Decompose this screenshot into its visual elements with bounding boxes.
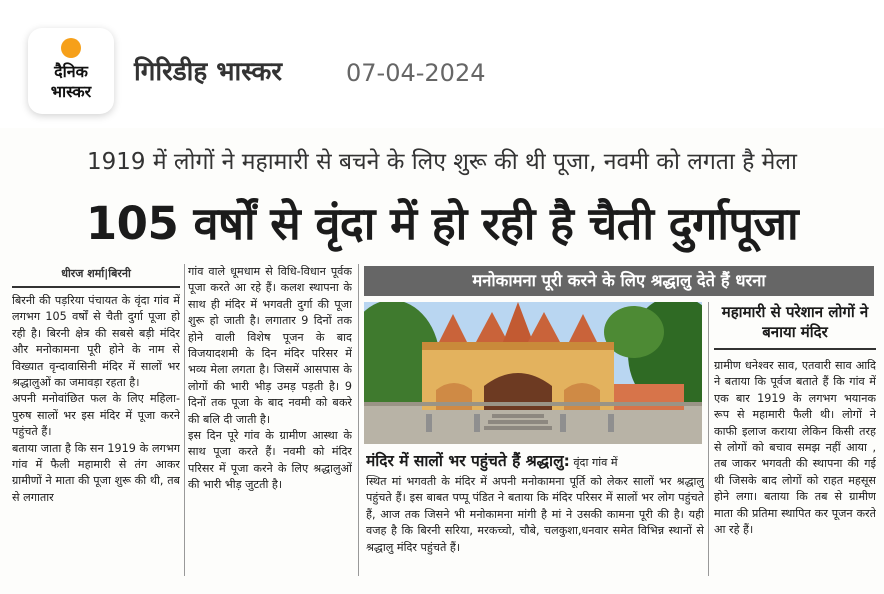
paragraph: इस दिन पूरे गांव के ग्रामीण आस्था के साथ पूजा करते हैं। नवमी को मंदिर परिसर में पूजा करने के लिए श्रद्धालुओं की भारी भीड़ जुटती है। xyxy=(188,429,352,492)
site-header xyxy=(0,0,884,128)
dainik-bhaskar-logo[interactable] xyxy=(28,28,114,114)
edition-name: गिरिडीह भास्कर xyxy=(134,57,282,87)
paragraph: अपनी मनोवांछित फल के लिए महिला- पुरुष सालों भर इस मंदिर में पूजा करने पहुंचते हैं। xyxy=(12,392,180,439)
article-kicker: 1919 में लोगों ने महामारी से बचने के लिए शुरू की थी पूजा, नवमी को लगता है मेला xyxy=(87,149,797,175)
article-column-1 xyxy=(12,293,180,583)
sub-headline-bold: मंदिर में सालों भर पहुंचते हैं श्रद्धालु: xyxy=(366,452,570,470)
article-column-2 xyxy=(188,264,352,574)
article-byline: धीरज शर्मा|बिरनी xyxy=(61,267,131,280)
article-headline: 105 वर्षों से वृंदा में हो रही है चैती दुर्गापूजा xyxy=(85,197,799,250)
sun-icon xyxy=(61,38,81,58)
article-column-3: स्थित मां भगवती के मंदिर में अपनी मनोकामना पूर्ति को लेकर सालों भर श्रद्धालु पहुंचते हैं। इस बाबत पप्पू पंडित ने बताया कि मंदिर परिसर में सालों भर लोग पहुंचते हैं, आज तक जिसने भी मनोकामना मांगी है मां ने उसकी कामना पूरी की है। यही वजह है कि बिरनी सरिया, मरकच्चो, चौबे, चलकुशा,धनवार समेत विभिन्न स्थानों से श्रद्धालु मंदिर पहुंचते हैं। xyxy=(366,475,704,554)
column-divider xyxy=(358,264,359,576)
sub-headline xyxy=(366,450,706,474)
column-divider xyxy=(708,302,709,576)
photo-banner: मनोकामना पूरी करने के लिए श्रद्धालु देते हैं धरना xyxy=(364,266,874,296)
paragraph: गांव वाले धूमधाम से विधि-विधान पूर्वक पूजा करते आ रहे हैं। कलश स्थापना के साथ ही मंदिर में भगवती दुर्गा की पूजा शुरू हो जाती है। लगातार 9 दिनों तक होने वाली विशेष पूजन के बाद विजयादशमी के दिन मंदिर परिसर में भव्य मेला लगता है। जिसमें आसपास के लोगों की भारी भीड़ उमड़ पड़ती है। 9 दिनों तक पूजा के बाद नवमी को बकरे की बलि दी जाती है। xyxy=(188,265,352,426)
sub-headline-tail: वृंदा गांव में xyxy=(569,456,618,469)
temple-photo xyxy=(364,302,702,444)
temple-illustration xyxy=(364,302,702,444)
side-story-headline: महामारी से परेशान लोगों ने बनाया मंदिर xyxy=(721,303,869,341)
side-story-text: ग्रामीण धनेश्वर साव, एतवारी साव आदि ने बताया कि पूर्वज बताते हैं कि गांव में एक बार 1919 के लगभग भयानक रूप से महामारी फैली थी। लोगों ने काफी इलाज कराया लेकिन किसी तरह से लोगों को बचाव समझ नहीं आया , तब जाकर भगवती की स्थापना की गई थी जिसके बाद लोगों को राहत महसूस होने लगा। बताया कि तब से ग्रामीण माता की प्रतिमा स्थापित कर पूजन करते आ रहे हैं। xyxy=(714,359,876,537)
paragraph: बिरनी की पड़रिया पंचायत के वृंदा गांव में लगभग 105 वर्षों से चैती दुर्गा पूजा हो रही है। बिरनी क्षेत्र की सबसे बड़ी मंदिर और मनोकामना पूरी होने के नाम से विख्यात वृन्दावासिनी मंदिर में सालों भर श्रद्धालुओं का जमावड़ा रहता है। xyxy=(12,294,180,390)
side-story-divider xyxy=(714,348,876,350)
byline-divider xyxy=(12,286,180,288)
logo-text-line1: दैनिक xyxy=(54,62,88,81)
edition-date: 07-04-2024 xyxy=(346,59,486,87)
column-divider xyxy=(184,264,185,576)
logo-text-line2: भास्कर xyxy=(50,82,92,101)
paragraph: बताया जाता है कि सन 1919 के लगभग गांव में फैली महामारी से तंग आकर ग्रामीणों ने माता की पूजा शुरू की थी, तब से लगातार xyxy=(12,441,180,504)
